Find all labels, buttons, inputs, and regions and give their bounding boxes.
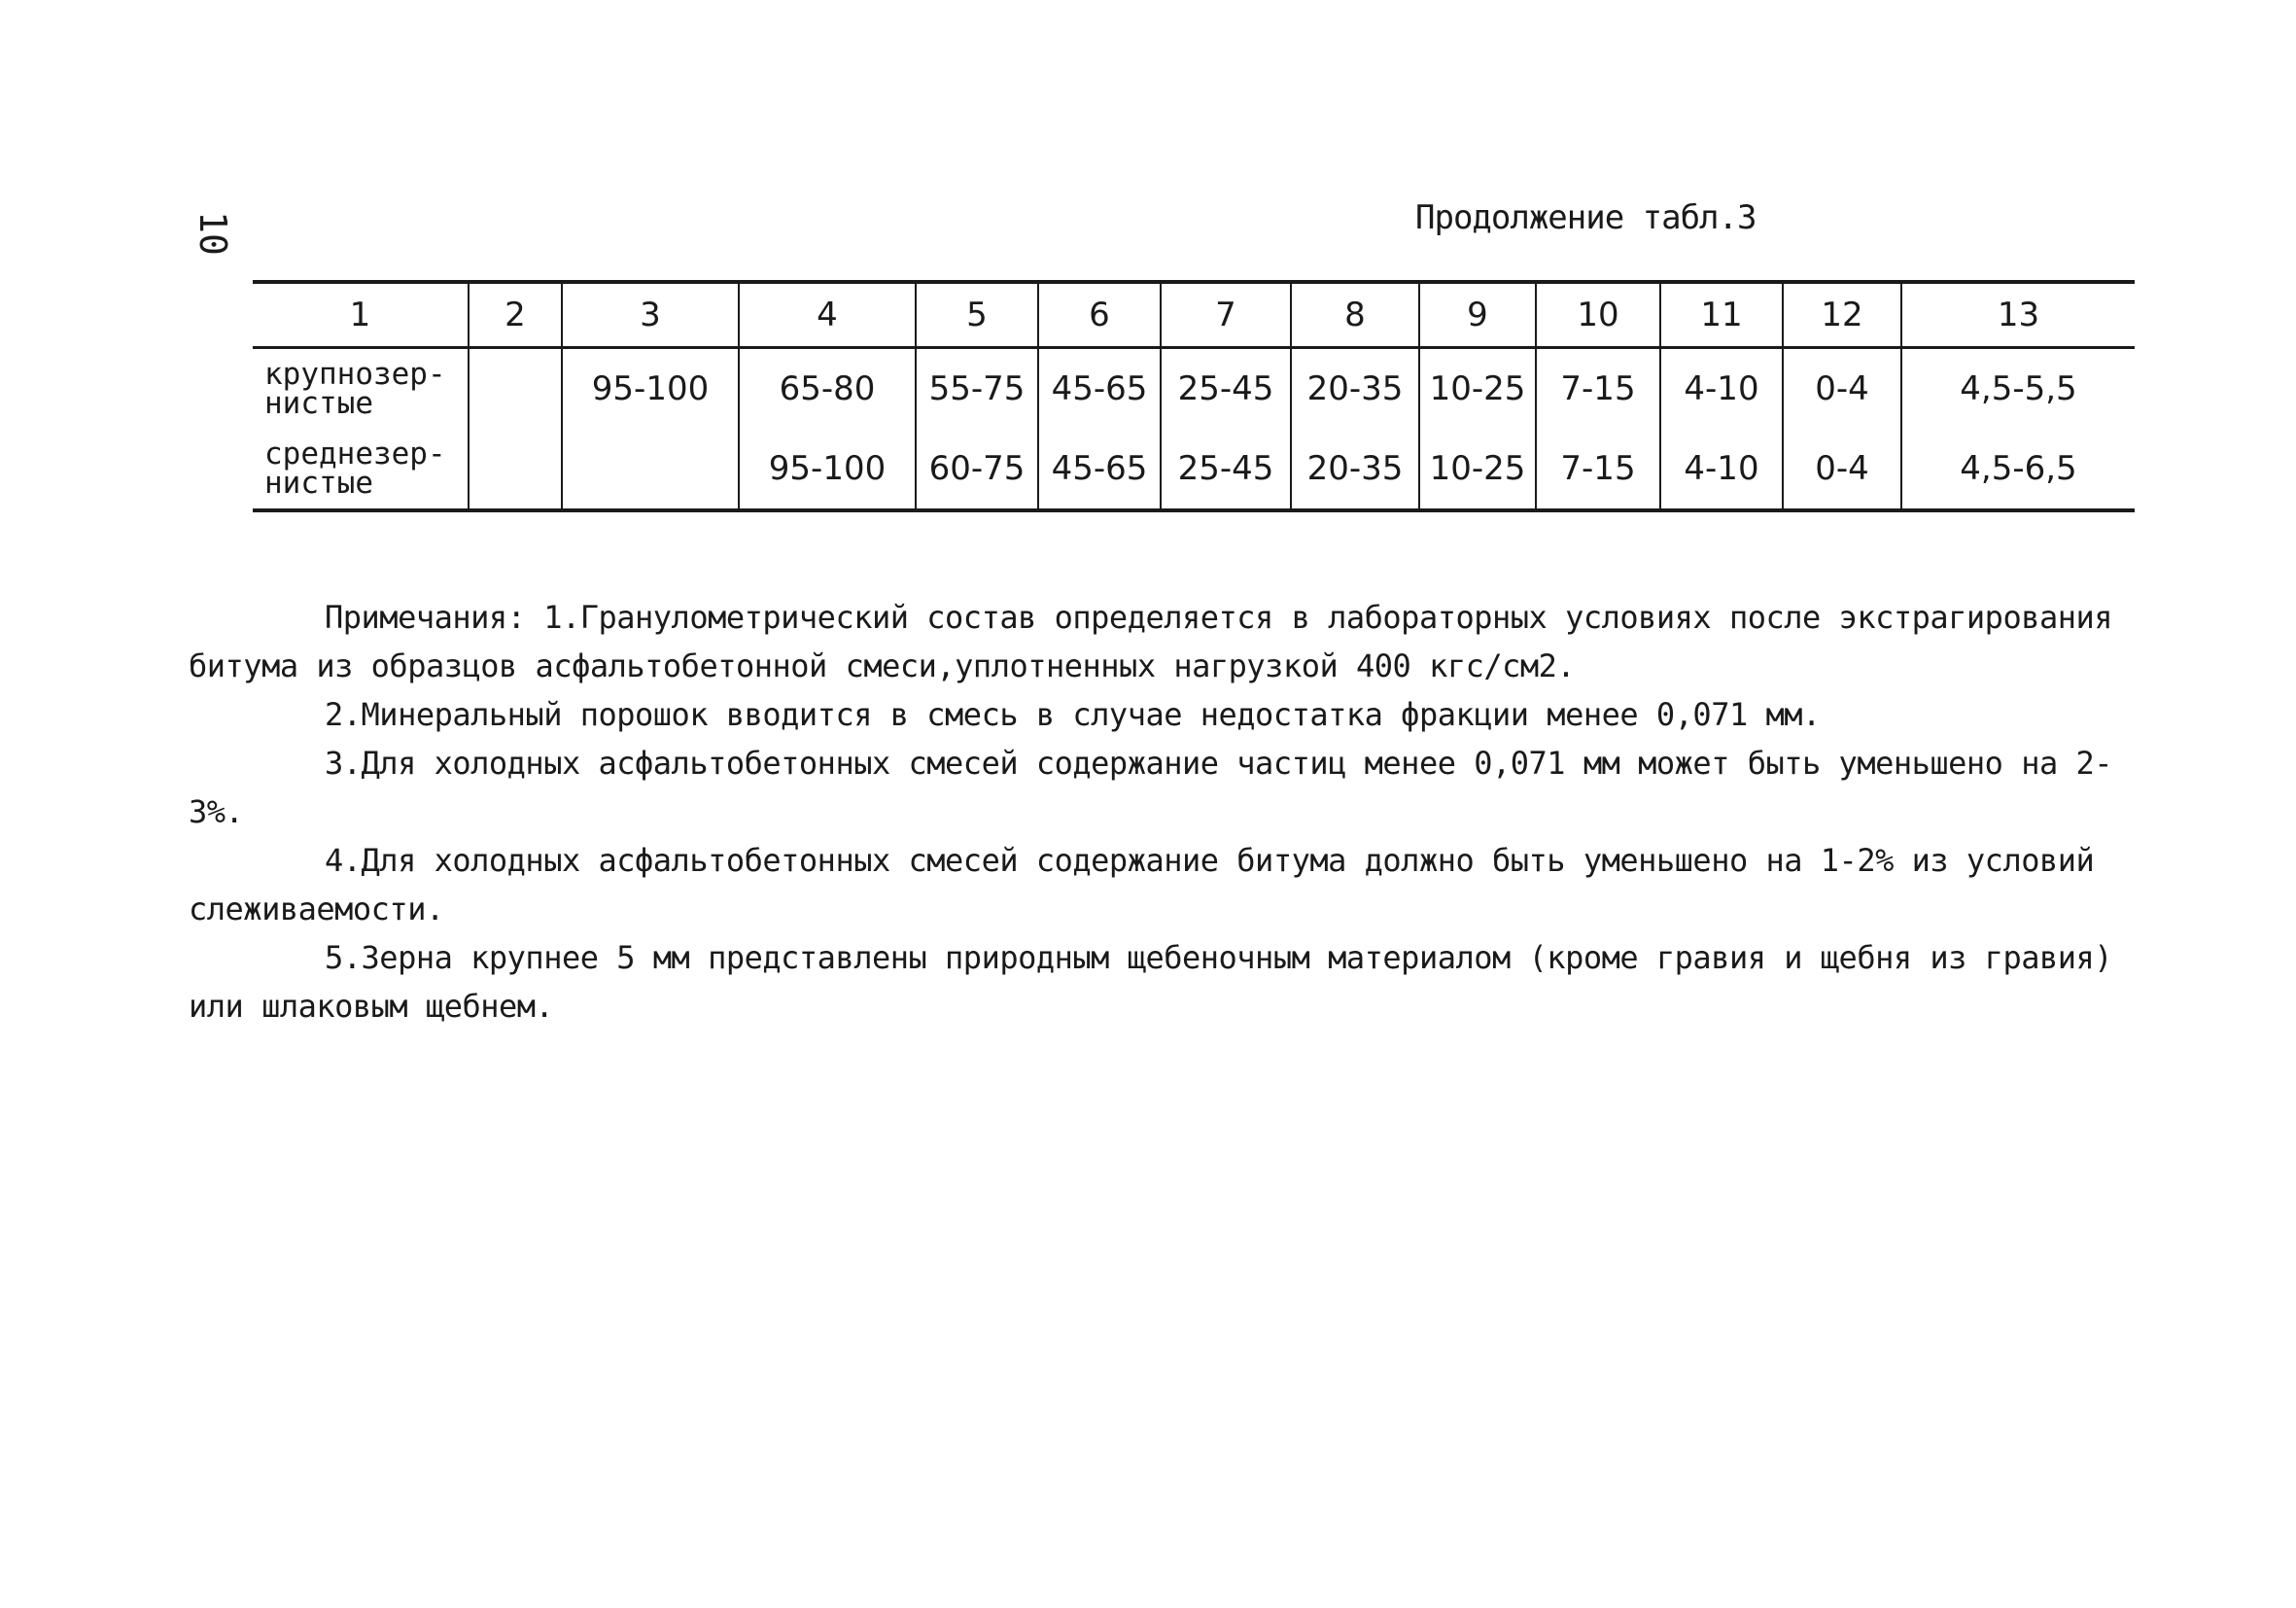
column-header: 12 [1783, 282, 1901, 348]
column-header: 4 [739, 282, 916, 348]
page-number: 10 [191, 211, 234, 256]
row-label: крупнозер- нистые [264, 357, 446, 421]
table-cell: 4-10 [1660, 348, 1783, 430]
table-cell: 60-75 [916, 429, 1038, 510]
column-header: 10 [1536, 282, 1660, 348]
table-cell: 10-25 [1419, 348, 1536, 430]
row-label: среднезер- нистые [253, 429, 469, 510]
table-row [253, 429, 2135, 510]
table-cell: 65-80 [739, 348, 916, 430]
column-header: 6 [1038, 282, 1161, 348]
table-cell: 10-25 [1419, 429, 1536, 510]
table-cell: 4-10 [1660, 429, 1783, 510]
note-3: 3.Для холодных асфальтобетонных смесей содержание частиц менее 0,071 мм может быть уменьшено на 2-3%. [189, 745, 2113, 830]
table-cell: 55-75 [916, 348, 1038, 430]
table-cell: 20-35 [1291, 348, 1419, 430]
column-header: 11 [1660, 282, 1783, 348]
table-cell: 20-35 [1291, 429, 1419, 510]
table-cell: 4,5-6,5 [1901, 429, 2135, 510]
column-header: 7 [1161, 282, 1291, 348]
column-header: 8 [1291, 282, 1419, 348]
table-cell: 0-4 [1783, 348, 1901, 430]
table-row [253, 348, 2135, 430]
column-header: 1 [253, 282, 469, 348]
table-cell [469, 429, 562, 510]
table-header-row [253, 282, 2135, 348]
note-1: Примечания: 1.Гранулометрический состав определяется в лабораторных условиях после экстрагирования битума из образцов асфальтобетонной смеси,уплотненных нагрузкой 400 кгс/см2. [189, 599, 2113, 684]
table-cell [469, 348, 562, 430]
table-cell: 45-65 [1038, 429, 1161, 510]
table-cell: 95-100 [739, 429, 916, 510]
table-cell [562, 429, 739, 510]
note-2: 2.Минеральный порошок вводится в смесь в случае недостатка фракции менее 0,071 мм. [325, 696, 1821, 733]
note-4: 4.Для холодных асфальтобетонных смесей содержание битума должно быть уменьшено на 1-2% из условий слеживаемости. [189, 842, 2095, 927]
column-header: 5 [916, 282, 1038, 348]
notes [189, 593, 2133, 1031]
table-cell: 7-15 [1536, 429, 1660, 510]
table-cell: 25-45 [1161, 429, 1291, 510]
column-header: 9 [1419, 282, 1536, 348]
table-cell: 7-15 [1536, 348, 1660, 430]
table-cell: 0-4 [1783, 429, 1901, 510]
note-5: 5.Зерна крупнее 5 мм представлены природным щебеночным материалом (кроме гравия и щебня из гравия) или шлаковым щебнем. [189, 939, 2113, 1025]
table-cell: 95-100 [562, 348, 739, 430]
table-cell: 4,5-5,5 [1901, 348, 2135, 430]
gradation-table [253, 280, 2135, 512]
column-header: 2 [469, 282, 562, 348]
column-header: 13 [1901, 282, 2135, 348]
table-caption: Продолжение табл.3 [1415, 198, 1757, 237]
table-cell: 45-65 [1038, 348, 1161, 430]
column-header: 3 [562, 282, 739, 348]
table-cell: 25-45 [1161, 348, 1291, 430]
